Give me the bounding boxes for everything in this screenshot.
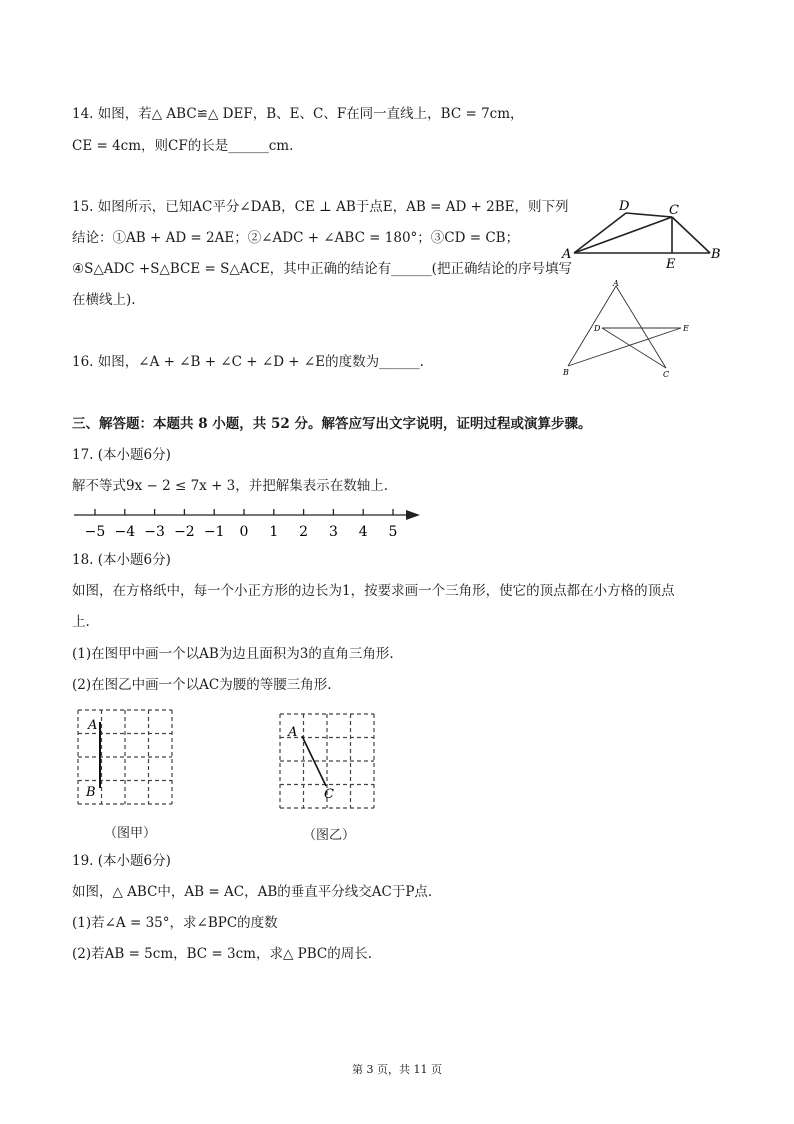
star-edge-ab: [568, 286, 616, 366]
number-line-tick-label: 5: [388, 524, 398, 540]
q17-title: 17. (本小题6分): [72, 447, 171, 463]
label-b: B: [711, 247, 721, 262]
grid-yi-label-a: A: [288, 725, 298, 740]
q16-figure: [556, 280, 696, 380]
q14-line-1: 14. 如图，若△ ABC≌△ DEF，B、E、C、F在同一直线上，BC = 7cm，: [72, 106, 524, 122]
q16-line-1: 16. 如图，∠A + ∠B + ∠C + ∠D + ∠E的度数为______.: [72, 354, 424, 370]
star-label-c: C: [663, 370, 670, 379]
segment-ac: [574, 217, 672, 253]
caption-jia: （图甲）: [104, 826, 157, 841]
q14-line-2: CE = 4cm，则CF的长是______cm.: [72, 138, 294, 154]
star-edge-be: [568, 328, 681, 366]
q19-part-1: (1)若∠A = 35°，求∠BPC的度数: [72, 915, 278, 931]
star-label-d: D: [594, 324, 601, 333]
segment-dc: [626, 213, 672, 217]
q19-line-1: 如图，△ ABC中，AB = AC，AB的垂直平分线交AC于P点.: [72, 884, 433, 900]
star-label-b: B: [563, 368, 569, 377]
number-line-tick-label: −1: [203, 524, 225, 540]
segment-cb: [672, 217, 710, 253]
q15-figure: [560, 196, 730, 268]
section-3-heading: 三、解答题：本题共 8 小题，共 52 分。解答应写出文字说明，证明过程或演算步骤。: [72, 416, 592, 432]
q19-part-2: (2)若AB = 5cm，BC = 3cm，求△ PBC的周长.: [72, 946, 373, 962]
q18-part-2: (2)在图乙中画一个以AC为腰的等腰三角形.: [72, 677, 332, 693]
q15-line-3: ④S△ADC +S△BCE = S△ACE，其中正确的结论有______(把正确结论的序号填写: [72, 261, 572, 277]
q15-line-2: 结论：①AB + AD = 2AE；②∠ADC + ∠ABC = 180°；③CD = CB；: [72, 230, 520, 246]
grid-figure-yi: [276, 710, 376, 810]
number-line: [70, 505, 430, 545]
star-label-e: E: [683, 324, 689, 333]
label-d: D: [619, 199, 630, 214]
q19-title: 19. (本小题6分): [72, 853, 171, 869]
number-line-tick-label: 3: [328, 524, 338, 540]
grid-jia-label-a: A: [88, 718, 98, 733]
q17-text: 解不等式9x − 2 ≤ 7x + 3，并把解集表示在数轴上.: [72, 478, 389, 494]
grid-yi-label-c: C: [324, 787, 334, 802]
grid-figure-jia: [74, 706, 174, 806]
star-label-a: A: [613, 280, 619, 288]
page-footer: 第 3 页，共 11 页: [352, 1063, 442, 1076]
label-a: A: [562, 247, 572, 262]
number-line-tick-label: 2: [299, 524, 309, 540]
number-line-tick-label: −2: [174, 524, 195, 540]
q18-title: 18. (本小题6分): [72, 552, 171, 568]
q18-part-1: (1)在图甲中画一个以AB为边且面积为3的直角三角形.: [72, 646, 394, 662]
q15-line-4: 在横线上).: [72, 292, 136, 308]
q18-line-2: 上.: [72, 614, 90, 630]
label-c: C: [669, 203, 679, 218]
q18-line-1: 如图，在方格纸中，每一个小正方形的边长为1，按要求画一个三角形，使它的顶点都在小方格的顶点: [72, 583, 675, 599]
star-edge-dc: [602, 328, 666, 368]
number-line-tick-label: 4: [358, 524, 368, 540]
number-line-tick-label: 0: [239, 524, 249, 540]
star-edge-ac: [616, 286, 666, 368]
caption-yi: （图乙）: [303, 828, 356, 843]
q15-line-1: 15. 如图所示，已知AC平分∠DAB，CE ⊥ AB于点E，AB = AD + 2BE，则下列: [72, 199, 569, 215]
number-line-tick-label: −4: [114, 524, 136, 540]
number-line-arrow: [406, 510, 420, 520]
segment-ad: [574, 213, 626, 253]
number-line-tick-label: −3: [144, 524, 165, 540]
number-line-tick-label: −5: [84, 524, 106, 540]
label-e: E: [666, 257, 676, 268]
grid-jia-label-b: B: [86, 785, 96, 800]
number-line-tick-label: 1: [269, 524, 279, 540]
